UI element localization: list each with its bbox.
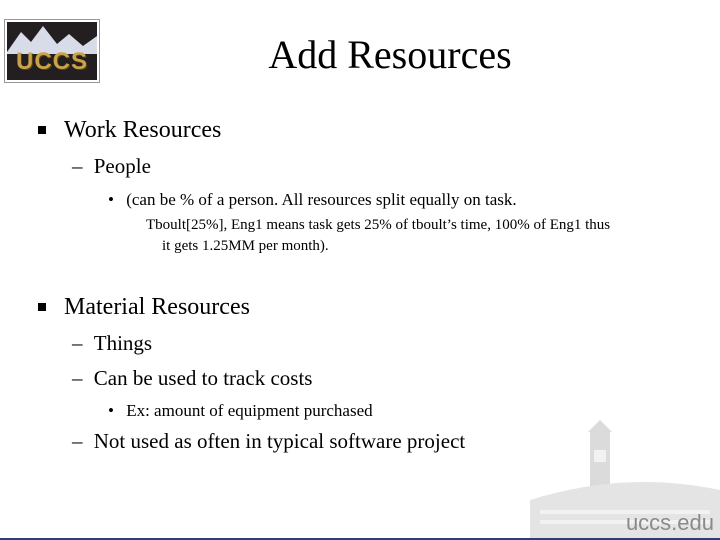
sub-bullet-text: People [93, 154, 151, 178]
sub-bullet-people [72, 154, 151, 179]
sub-bullet-track-costs [72, 366, 312, 391]
square-bullet-icon [38, 303, 46, 311]
sub-sub-bullet-equipment [108, 400, 373, 421]
dash-marker: – [72, 331, 83, 355]
uccs-logo [5, 20, 99, 82]
dot-marker: • [108, 401, 114, 420]
detail-line [146, 216, 610, 235]
dot-marker: • [108, 190, 114, 209]
logo-text: UCCS [15, 48, 88, 75]
sub-sub-bullet-text: Ex: amount of equipment purchased [126, 401, 373, 420]
slide-title: Add Resources [268, 32, 512, 77]
dash-marker: – [72, 429, 83, 453]
sub-bullet-text: Not used as often in typical software project [93, 429, 466, 453]
detail-line-text: it gets 1.25MM per month). [162, 238, 329, 254]
detail-line-text: Tboult[25%], Eng1 means task gets 25% of tboult’s time, 100% of Eng1 thus [146, 217, 611, 233]
sub-bullet-text: Things [93, 331, 153, 355]
sub-bullet-not-used [72, 429, 465, 454]
dash-marker: – [72, 154, 83, 178]
sub-bullet-things [72, 331, 152, 356]
sub-sub-bullet-text: (can be % of a person. All resources split equally on task. [126, 190, 517, 209]
bullet-text: Work Resources [64, 117, 222, 143]
dash-marker: – [72, 366, 83, 390]
footer-url: uccs.edu [625, 510, 714, 535]
sub-sub-bullet-percent [108, 189, 517, 210]
bullet-text: Material Resources [64, 294, 250, 320]
square-bullet-icon [38, 126, 46, 134]
detail-line [162, 237, 329, 256]
sub-bullet-text: Can be used to track costs [93, 366, 313, 390]
